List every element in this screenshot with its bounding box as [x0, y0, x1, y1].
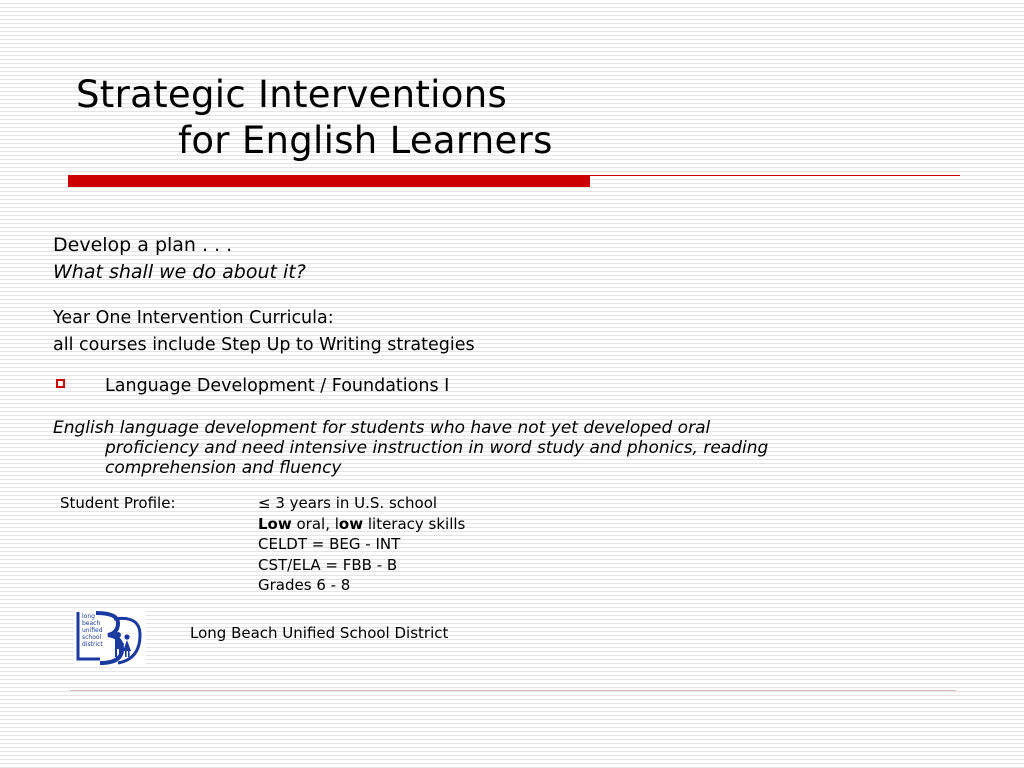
svg-text:beach: beach	[82, 620, 101, 627]
description-line-1: English language development for students who have not yet developed oral	[53, 418, 711, 438]
course-description	[53, 418, 913, 478]
lbusd-logo-icon	[74, 609, 146, 667]
profile-literacy-low-2: ow	[338, 514, 364, 533]
profile-literacy	[258, 514, 465, 535]
title-line-2: for English Learners	[178, 119, 553, 162]
profile-literacy-mid: oral, l	[291, 514, 339, 533]
bullet-item-label: Language Development / Foundations I	[105, 376, 450, 396]
curricula-note: all courses include Step Up to Writing strategies	[53, 335, 475, 355]
title-line-1: Strategic Interventions	[76, 73, 508, 116]
curricula-heading: Year One Intervention Curricula:	[53, 308, 334, 328]
student-profile-values	[258, 493, 465, 596]
description-line-3: comprehension and fluency	[105, 458, 342, 478]
square-bullet-icon	[56, 379, 65, 388]
svg-text:school: school	[82, 634, 102, 641]
description-line-2: proficiency and need intensive instruction in word study and phonics, reading	[105, 438, 769, 458]
title-underline-bar	[68, 175, 590, 187]
title-underline-rule	[590, 175, 960, 176]
profile-literacy-end: literacy skills	[363, 514, 466, 533]
student-profile-label: Student Profile:	[60, 494, 176, 512]
plan-heading: Develop a plan . . .	[53, 234, 233, 256]
profile-grades: Grades 6 - 8	[258, 576, 351, 594]
slide-title	[76, 72, 553, 164]
profile-celdt: CELDT = BEG - INT	[258, 535, 401, 553]
svg-text:unified: unified	[82, 627, 103, 634]
district-name: Long Beach Unified School District	[190, 624, 449, 642]
footer-divider	[70, 690, 956, 691]
plan-question: What shall we do about it?	[53, 261, 306, 283]
svg-text:long: long	[82, 613, 95, 620]
profile-literacy-low-1: Low	[258, 514, 292, 533]
profile-years: ≤ 3 years in U.S. school	[258, 494, 438, 512]
svg-text:district: district	[82, 641, 103, 648]
profile-cst: CST/ELA = FBB - B	[258, 555, 398, 574]
district-logo	[74, 609, 146, 667]
